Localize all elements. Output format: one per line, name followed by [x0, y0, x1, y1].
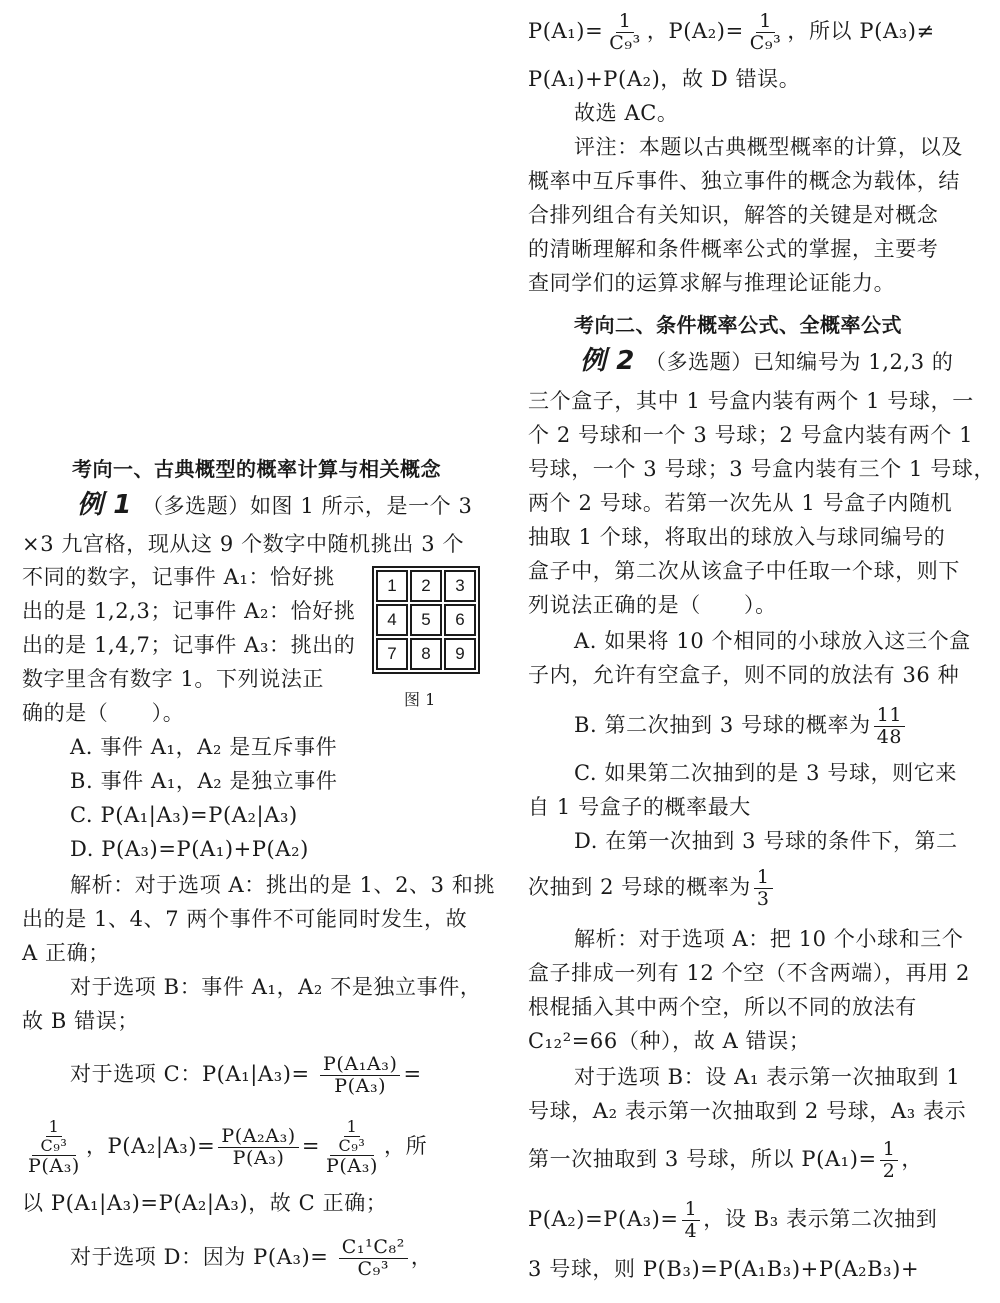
- option-d-continued: [528, 864, 776, 910]
- numerator: 11: [874, 705, 905, 727]
- denominator: C₉³: [609, 32, 641, 54]
- fraction: [38, 1118, 71, 1154]
- text-line: 抽取 1 个球，将取出的球放入与球同编号的: [528, 525, 946, 549]
- grid-cell: 7: [376, 638, 408, 670]
- text-line: C₁₂²=66（种），故 A 错误；: [528, 1029, 811, 1053]
- numerator: 1: [46, 1118, 63, 1137]
- text-line: 号球，A₂ 表示第一次抽取到 2 号球，A₃ 表示: [528, 1099, 967, 1123]
- comment-line: 评注：本题以古典概型概率的计算，以及: [574, 135, 963, 159]
- denominator: 2: [882, 1160, 896, 1182]
- denominator: P(A₃): [28, 1154, 80, 1177]
- text-line: ×3 九宫格，现从这 9 个数字中随机挑出 3 个: [22, 532, 465, 556]
- grid-cell: 8: [410, 638, 442, 670]
- text-line: 故 B 错误；: [22, 1009, 139, 1033]
- text-fragment: B. 第二次抽到 3 号球的概率为: [574, 713, 871, 737]
- text-line: 子内，允许有空盒子，则不同的放法有 36 种: [528, 663, 960, 687]
- numerator: [32, 1118, 77, 1155]
- text-fragment: P(A₂)=P(A₃)=: [528, 1207, 679, 1231]
- fraction: [25, 1118, 83, 1176]
- grid-cell: 3: [444, 570, 476, 602]
- numerator: 1: [616, 11, 635, 33]
- text-line: 确的是（ ）。: [22, 701, 185, 725]
- text-line: 出的是 1,4,7；记事件 A₃：挑出的: [22, 633, 356, 657]
- grid-cell: 5: [410, 604, 442, 636]
- denominator: P(A₃): [232, 1147, 285, 1169]
- numerator: 1: [344, 1118, 361, 1137]
- fraction: [606, 11, 644, 54]
- text-fragment: 次抽到 2 号球的概率为: [528, 875, 751, 899]
- text-line: 三个盒子，其中 1 号盒内装有两个 1 号球，一: [528, 389, 974, 413]
- option-d-continued: [528, 8, 935, 54]
- text-line: 3 号球，则 P(B₃)=P(A₁B₃)+P(A₂B₃)+: [528, 1257, 920, 1281]
- text-line: 根棍插入其中两个空，所以不同的放法有: [528, 995, 917, 1019]
- text-line: （多选题）如图 1 所示，是一个 3: [141, 494, 473, 518]
- text-line: 不同的数字，记事件 A₁：恰好挑: [22, 565, 335, 589]
- numerator: [330, 1118, 375, 1155]
- numerator: 1: [756, 11, 775, 33]
- fraction: [747, 11, 785, 54]
- text-fragment: ，所以 P(A₃)≠: [787, 19, 935, 43]
- option-c: C. P(A₁|A₃)=P(A₂|A₃): [70, 803, 298, 827]
- numerator: 1: [754, 867, 773, 889]
- text-line: 合排列组合有关知识，解答的关键是对概念: [528, 203, 939, 227]
- example-1-tag: 例 1: [77, 490, 132, 520]
- fraction: [874, 705, 905, 748]
- option-d: D. P(A₃)=P(A₁)+P(A₂): [70, 837, 309, 861]
- numerator: P(A₂A₃): [218, 1126, 299, 1148]
- denominator: 4: [684, 1220, 698, 1242]
- denominator: C₉³: [40, 1136, 68, 1156]
- text-line: （多选题）已知编号为 1,2,3 的: [644, 350, 954, 374]
- text-fragment: 第一次抽取到 3 号球，所以 P(A₁)=: [528, 1147, 877, 1171]
- text-line: 概率中互斥事件、独立事件的概念为载体，结: [528, 169, 960, 193]
- fraction: [339, 1237, 408, 1280]
- option-c-formula-2: $\frac{\frac{1}{\text{C₉³}}}{\text{P(A₃)}}$ ，P(A₂|A₃)= $\frac{\text{P(A₂A₃)}}{\text{P(A₃)}}$ = $\frac{\frac{1}{\text{C₉³}}}{\text{P(A₃)}}$ ，所: [22, 1108, 427, 1184]
- text-line: 出的是 1、4、7 两个事件不可能同时发生，故: [22, 907, 468, 931]
- example-2-tag: 例 2: [580, 346, 635, 376]
- numerator: 1: [880, 1139, 899, 1161]
- denominator: 48: [876, 726, 903, 748]
- text-line: 以 P(A₁|A₃)=P(A₂|A₃)，故 C 正确；: [22, 1191, 388, 1215]
- text-line: 的清晰理解和条件概率公式的掌握，主要考: [528, 237, 939, 261]
- formula-line: [528, 1196, 937, 1242]
- grid-cell: 4: [376, 604, 408, 636]
- text-fragment: 对于选项 C：P(A₁|A₃)=: [70, 1062, 310, 1086]
- text-line: 个 2 号球和一个 3 号球；2 号盒内装有两个 1: [528, 423, 974, 447]
- text-fragment: P(A₁)=: [528, 19, 604, 43]
- denominator: 3: [756, 888, 770, 910]
- text-line: A 正确；: [22, 941, 110, 965]
- text-fragment: ，设 B₃ 表示第二次抽到: [703, 1207, 938, 1231]
- option-b: [574, 702, 908, 748]
- numerator: P(A₁A₃): [320, 1054, 401, 1076]
- nine-grid-figure: [372, 566, 480, 674]
- fraction: [754, 867, 773, 910]
- option-d: D. 在第一次抽到 3 号球的条件下，第二: [574, 829, 958, 853]
- option-a: A. 事件 A₁，A₂ 是互斥事件: [70, 735, 338, 759]
- text-line: 盒子中，第二次从该盒子中任取一个球，则下: [528, 559, 960, 583]
- denominator: C₉³: [357, 1258, 390, 1280]
- text-line: 数字里含有数字 1。下列说法正: [22, 667, 325, 691]
- text-line: P(A₁)+P(A₂)，故 D 错误。: [528, 67, 801, 91]
- denominator: P(A₃): [334, 1075, 387, 1097]
- text-line: 两个 2 号球。若第一次先从 1 号盒子内随机: [528, 491, 953, 515]
- option-c: C. 如果第二次抽到的是 3 号球，则它来: [574, 761, 957, 785]
- fraction: [336, 1118, 369, 1154]
- text-line: 对于选项 B：事件 A₁，A₂ 不是独立事件，: [70, 975, 482, 999]
- text-line: 盒子排成一列有 12 个空（不含两端），再用 2: [528, 961, 971, 985]
- text-line: 列说法正确的是（ ）。: [528, 593, 777, 617]
- text-fragment: ，所: [383, 1134, 428, 1158]
- fraction: [218, 1126, 299, 1169]
- denominator: P(A₃): [326, 1154, 378, 1177]
- grid-cell: 2: [410, 570, 442, 602]
- option-c-formula: 对于选项 C：P(A₁|A₃)= $\frac{\text{P(A₁A₃)}}{\text{P(A₃)}}$ =: [70, 1053, 422, 1097]
- analysis-line: 解析：对于选项 A：挑出的是 1、2、3 和挑: [70, 873, 496, 897]
- option-a: A. 如果将 10 个相同的小球放入这三个盒: [574, 629, 971, 653]
- text-line: 自 1 号盒子的概率最大: [528, 795, 751, 819]
- section-heading-1: 考向一、古典概型的概率计算与相关概念: [72, 457, 441, 481]
- numerator: C₁¹C₈²: [339, 1237, 408, 1259]
- grid-cell: 1: [376, 570, 408, 602]
- fraction: [682, 1199, 701, 1242]
- option-d-formula: 对于选项 D：因为 P(A₃)= $\frac{\text{C₁¹C₈²}}{\text{C₉³}}$ ，: [70, 1236, 433, 1280]
- fraction: [323, 1118, 381, 1176]
- fraction: [320, 1054, 401, 1097]
- formula-line: 第一次抽取到 3 号球，所以 P(A₁)= $\frac{1}{2}$ ，: [528, 1138, 923, 1182]
- answer-line: 故选 AC。: [574, 101, 679, 125]
- grid-cell: 6: [444, 604, 476, 636]
- text-line: 号球，一个 3 号球；3 号盒内装有三个 1 号球，: [528, 457, 996, 481]
- text-line: 对于选项 B：设 A₁ 表示第一次抽取到 1: [574, 1065, 961, 1089]
- option-b: B. 事件 A₁，A₂ 是独立事件: [70, 769, 338, 793]
- text-fragment: 对于选项 D：因为 P(A₃)=: [70, 1245, 329, 1269]
- section-heading-2: 考向二、条件概率公式、全概率公式: [574, 313, 902, 337]
- example-2-intro: [580, 346, 954, 376]
- text-fragment: ，P(A₂)=: [646, 19, 744, 43]
- text-line: 查同学们的运算求解与推理论证能力。: [528, 271, 896, 295]
- text-fragment: ，P(A₂|A₃)=: [85, 1134, 216, 1158]
- example-1-intro: [77, 490, 473, 520]
- grid-cell: 9: [444, 638, 476, 670]
- denominator: C₉³: [749, 32, 782, 54]
- figure-caption: 图 1: [404, 690, 436, 709]
- analysis-line: 解析：对于选项 A：把 10 个小球和三个: [574, 927, 964, 951]
- denominator: C₉³: [338, 1136, 366, 1156]
- numerator: 1: [682, 1199, 701, 1221]
- text-line: 出的是 1,2,3；记事件 A₂：恰好挑: [22, 599, 356, 623]
- fraction: [880, 1139, 899, 1182]
